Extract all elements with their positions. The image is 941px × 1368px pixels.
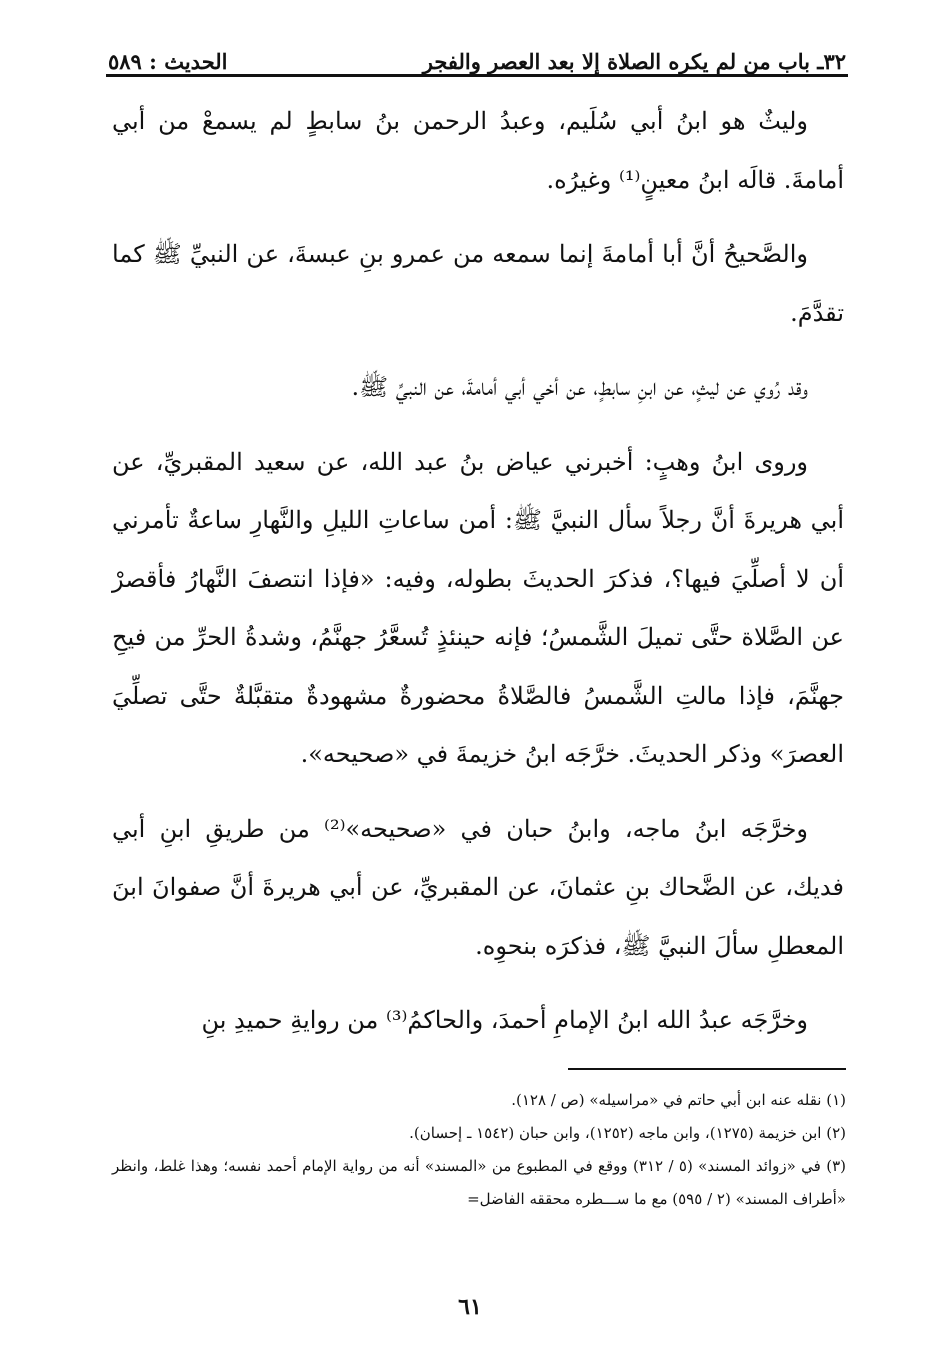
chapter-title: ٣٢ـ باب من لم يكره الصلاة إلا بعد العصر والفجر bbox=[422, 49, 846, 74]
hadith-number: الحديث : ٥٨٩ bbox=[108, 49, 228, 74]
paragraph: وروى ابنُ وهبٍ: أخبرني عياض بنُ عبد الله، عن سعيد المقبريِّ، عن أبي هريرةَ أنَّ رجلاً سأل النبيَّ ﷺ: أمن ساعاتِ الليلِ والنَّهارِ ساعةٌ تأمرني أن لا أصلِّيَ فيها؟، فذكرَ الحديثَ بطوله، وفيه: «فإذا انتصفَ النَّهارُ فأقصرْ عن الصَّلاة حتَّى تميلَ الشَّمسُ؛ فإنه حينئذٍ تُسعَّرُ جهنَّمُ، وشدةُ الحرِّ من فيحِ جهنَّمَ، فإذا مالتِ الشَّمسُ فالصَّلاةُ محضورةٌ مشهودةٌ متقبَّلةٌ حتَّى تصلِّيَ العصرَ» وذكر الحديثَ. خرَّجَه ابنُ خزيمةَ في «صحيحه». bbox=[112, 447, 844, 768]
footnote-rule bbox=[568, 1068, 846, 1070]
footnote: (٣) في «زوائد المسند» (٥ / ٣١٢) ووقع في المطبوع من «المسند» أنه من رواية الإمام أحمد نفسه؛ وهذا غلط، وانظر «أطراف المسند» (٢ / ٥٩٥) مع ما ســـطره محققه الفاضل= bbox=[112, 1157, 847, 1208]
running-header bbox=[108, 34, 846, 74]
footnote: (١) نقله عنه ابن أبي حاتم في «مراسيله» (ص / ١٢٨). bbox=[511, 1091, 846, 1109]
main-text bbox=[112, 92, 844, 1066]
page-number: ٦١ bbox=[458, 1294, 482, 1320]
paragraph: وخرَّجَه عبدُ الله ابنُ الإمامِ أحمدَ، والحاكمُ⁽³⁾ من روايةِ حميدِ بنِ bbox=[201, 1006, 808, 1034]
footnotes bbox=[112, 1084, 846, 1216]
paragraph: وخرَّجَه ابنُ ماجه، وابنُ حبان في «صحيحه»⁽²⁾ من طريقِ ابنِ أبي فديك، عن الضَّحاك بنِ عثمانَ، عن المقبريِّ، عن أبي هريرةَ أنَّ صفوانَ ابنَ المعطلِ سألَ النبيَّ ﷺ، فذكرَه بنحوِه. bbox=[112, 814, 844, 960]
footnote: (٢) ابن خزيمة (١٢٧٥)، وابن ماجه (١٢٥٢)، وابن حبان (١٥٤٢ ـ إحسان). bbox=[409, 1124, 846, 1142]
paragraph: والصَّحيحُ أنَّ أبا أمامةَ إنما سمعه من عمرو بنِ عبسةَ، عن النبيِّ ﷺ كما تقدَّمَ. bbox=[112, 240, 844, 327]
header-rule bbox=[106, 74, 848, 77]
paragraph: وقد رُوي عن ليثٍ، عن ابنِ سابطٍ، عن أخي أبي أمامةَ، عن النبيِّ ﷺ. bbox=[351, 373, 808, 401]
paragraph: وليثٌ هو ابنُ أبي سُلَيم، وعبدُ الرحمن بنُ سابطٍ لم يسمعْ من أبي أمامةَ. قالَه ابنُ معينٍ⁽¹⁾ وغيرُه. bbox=[112, 107, 844, 194]
